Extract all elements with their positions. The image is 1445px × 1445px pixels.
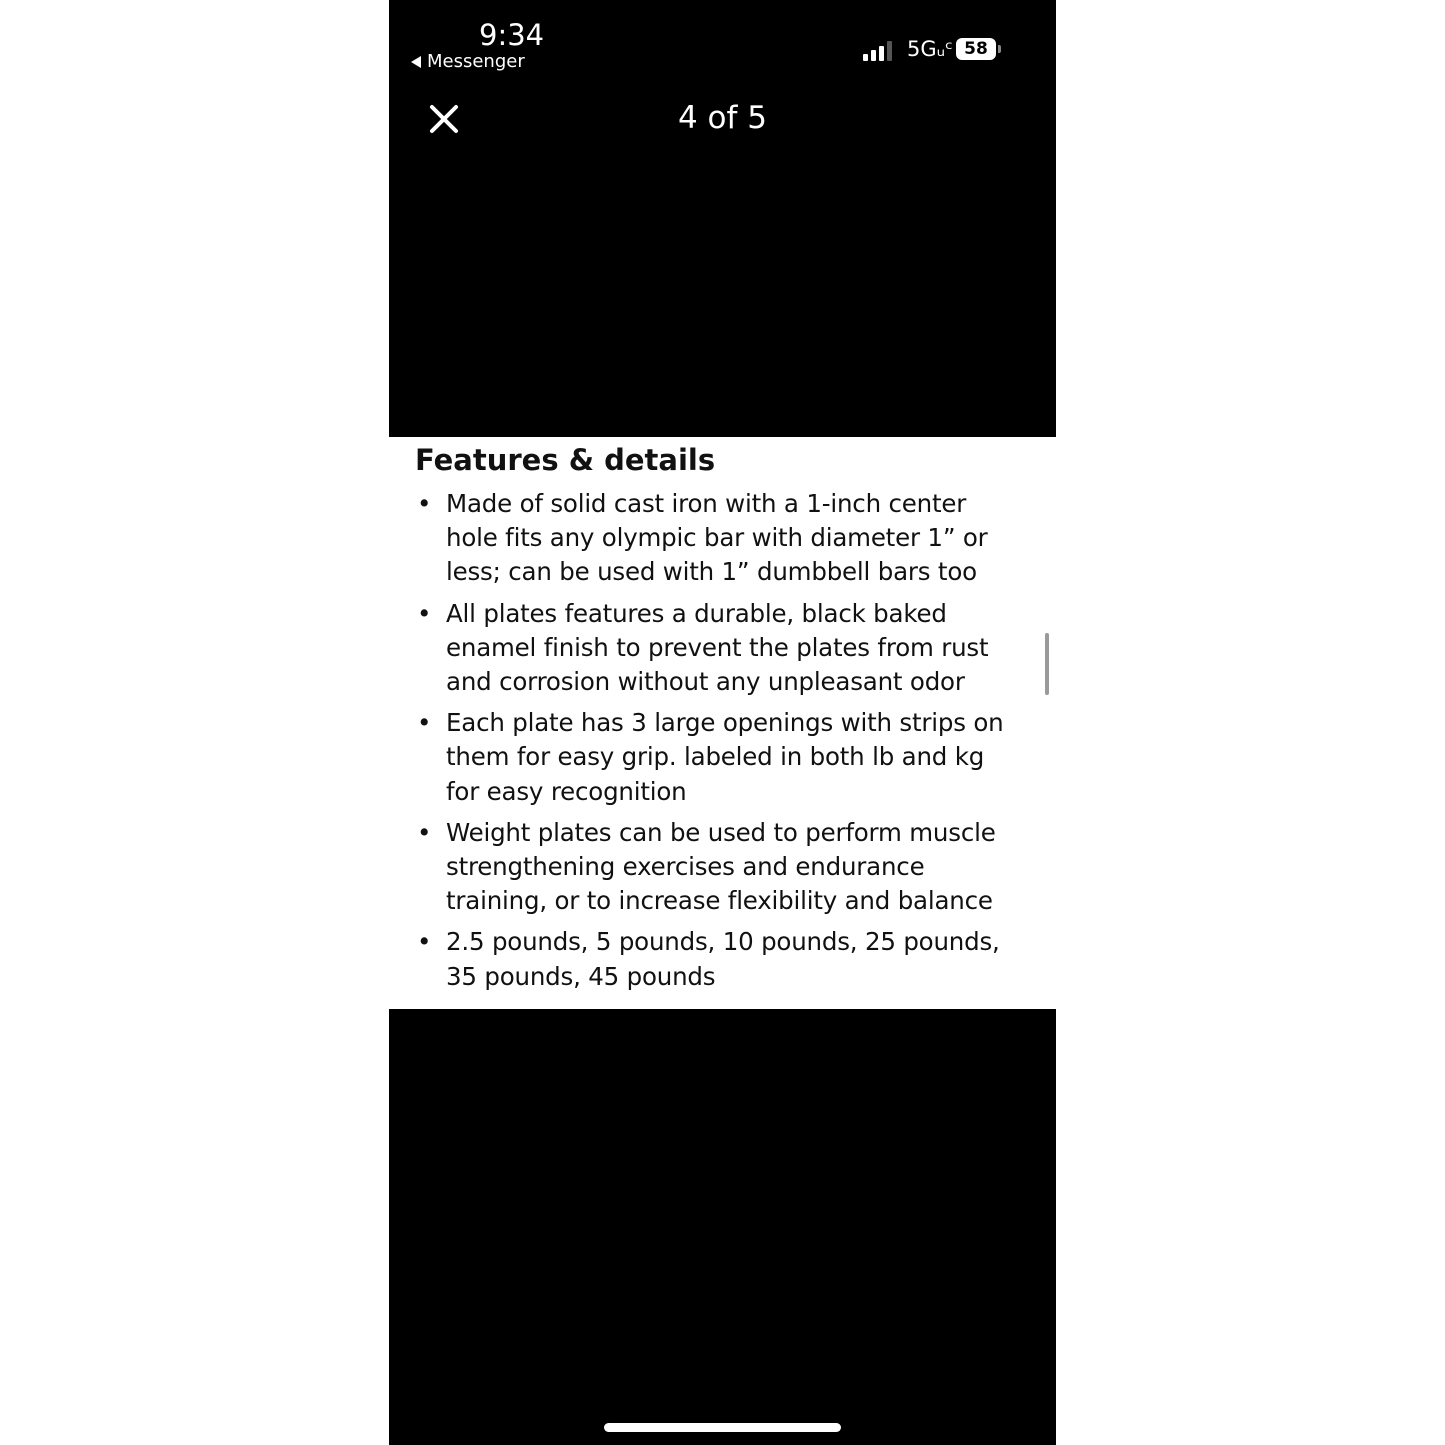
bullet: • [417, 708, 432, 738]
feature-text: All plates features a durable, black baked enamel finish to prevent the plates from rust and corrosion without any unpleasant odor [446, 598, 989, 697]
battery-icon [956, 38, 996, 60]
feature-text: Each plate has 3 large openings with strips on them for easy grip. labeled in both lb and kg for easy recognition [446, 708, 1004, 806]
cellular-signal-icon [863, 39, 892, 61]
status-time: 9:34 [479, 18, 545, 52]
scrollbar[interactable] [1045, 633, 1049, 695]
home-indicator[interactable] [604, 1423, 841, 1432]
battery-level: 58 [964, 39, 988, 59]
feature-text: Made of solid cast iron with a 1-inch center hole fits any olympic bar with diameter 1” or less; can be used with 1” dumbbell bars too [446, 489, 988, 587]
battery-tip [998, 45, 1001, 53]
features-list [415, 487, 1015, 1001]
network-type: 5Gᵤᶜ [907, 37, 953, 61]
list-item [415, 925, 1015, 993]
list-item [415, 487, 1015, 590]
features-title: Features & details [415, 443, 716, 477]
back-to-app-link[interactable] [411, 51, 525, 72]
list-item [415, 706, 1015, 809]
back-caret-icon [411, 56, 421, 68]
bullet: • [417, 927, 432, 957]
feature-text: 2.5 pounds, 5 pounds, 10 pounds, 25 pounds, 35 pounds, 45 pounds [446, 927, 1000, 991]
back-app-label: Messenger [427, 51, 525, 72]
bullet: • [417, 817, 432, 847]
phone-screen [389, 0, 1056, 1445]
list-item [415, 597, 1015, 700]
bullet: • [417, 598, 432, 628]
list-item [415, 816, 1015, 919]
features-image [389, 437, 1056, 1009]
image-counter: 4 of 5 [677, 100, 768, 136]
bullet: • [417, 489, 432, 518]
feature-text: Weight plates can be used to perform muscle strengthening exercises and endurance training, or to increase flexibility and balance [446, 817, 996, 916]
